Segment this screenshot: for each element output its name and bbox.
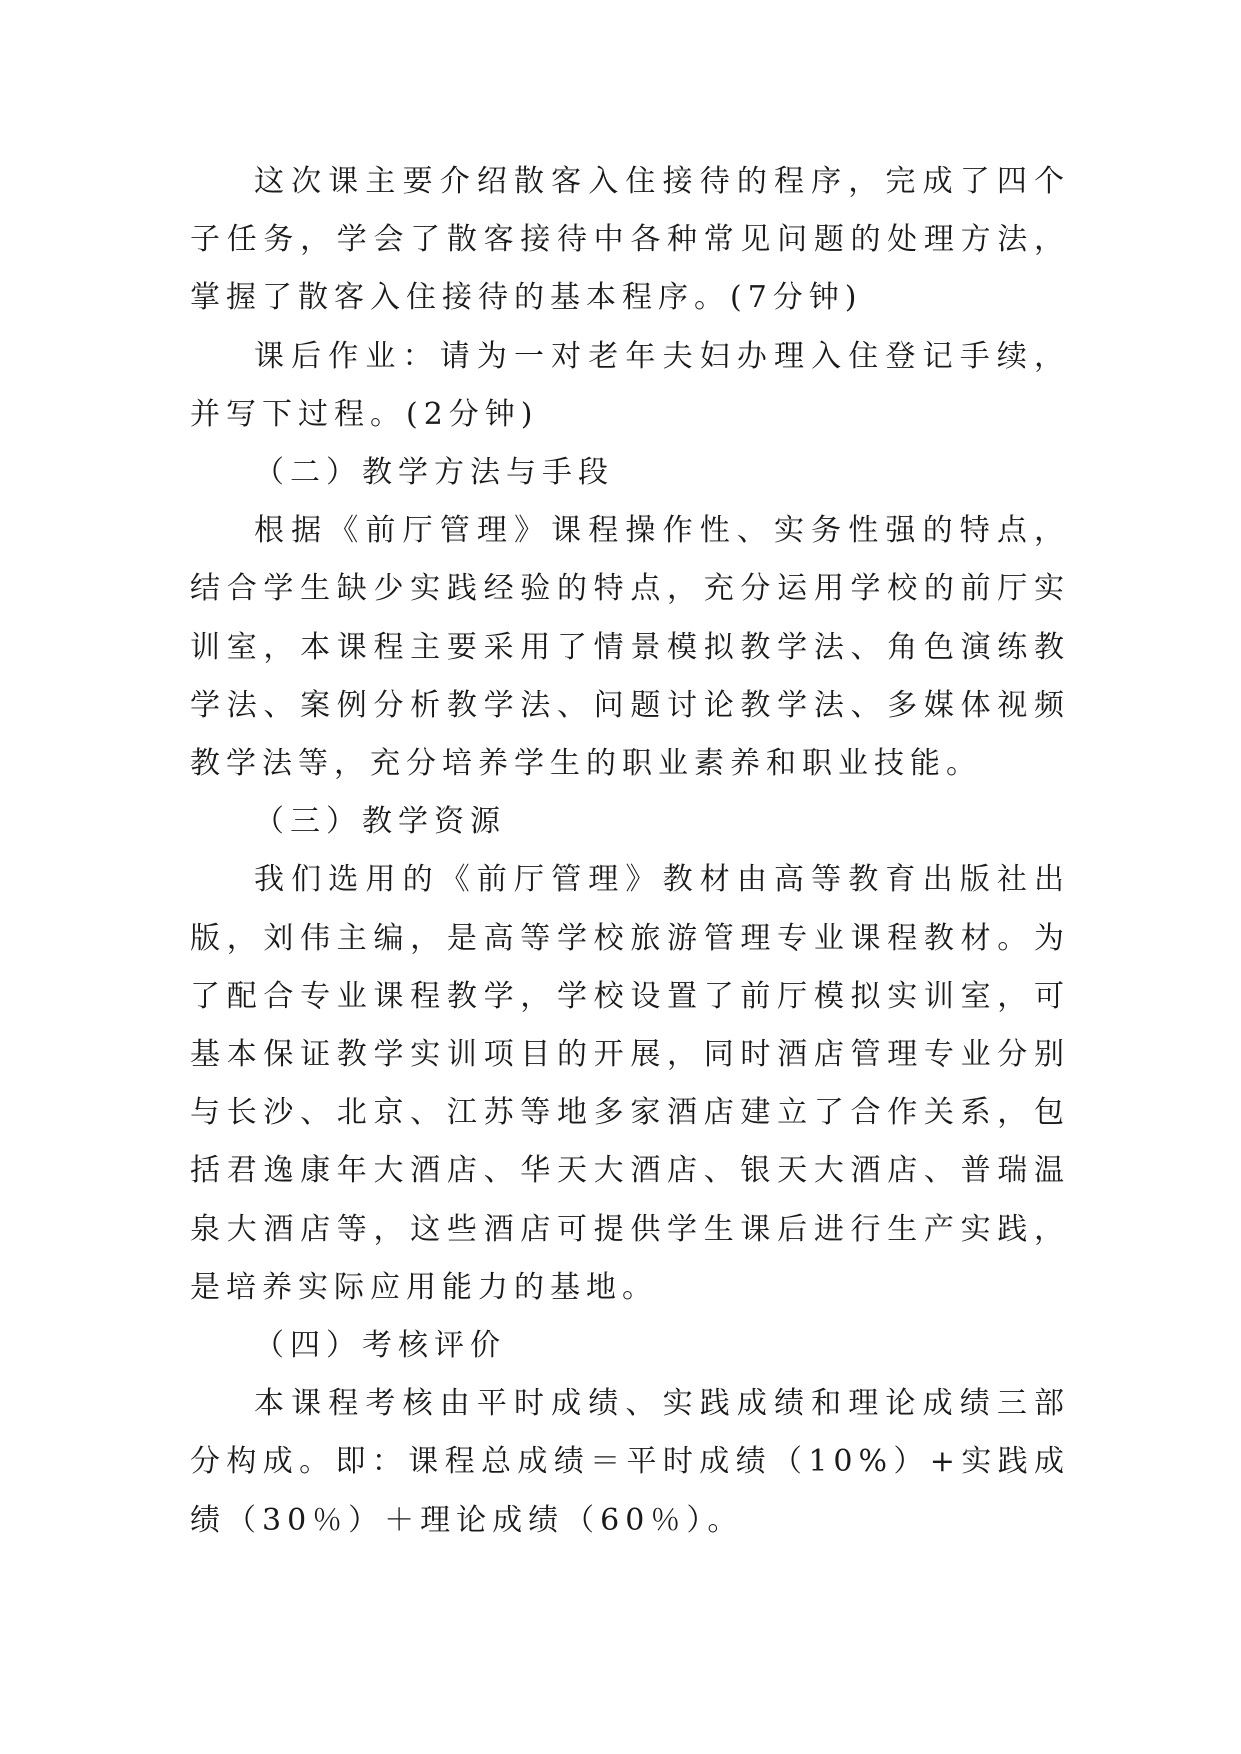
paragraph-assessment: 本课程考核由平时成绩、实践成绩和理论成绩三部分构成。即：课程总成绩＝平时成绩（10%）+实践成绩（30％）＋理论成绩（60％）。 <box>190 1386 1070 1538</box>
paragraph-lesson-summary: 这次课主要介绍散客入住接待的程序，完成了四个子任务，学会了散客接待中各种常见问题的处理方法，掌握了散客入住接待的基本程序。(7分钟) <box>190 164 1070 316</box>
paragraph-homework: 课后作业：请为一对老年夫妇办理入住登记手续，并写下过程。(2分钟) <box>190 338 1070 432</box>
heading-teaching-methods: （二）教学方法与手段 <box>254 455 614 491</box>
document-body <box>190 153 1070 1550</box>
heading-assessment: （四）考核评价 <box>254 1328 506 1364</box>
paragraph-teaching-methods: 根据《前厅管理》课程操作性、实务性强的特点，结合学生缺少实践经验的特点，充分运用学校的前厅实训室，本课程主要采用了情景模拟教学法、角色演练教学法、案例分析教学法、问题讨论教学法、多媒体视频教学法等，充分培养学生的职业素养和职业技能。 <box>190 513 1070 782</box>
heading-teaching-resources: （三）教学资源 <box>254 804 506 840</box>
paragraph-teaching-resources: 我们选用的《前厅管理》教材由高等教育出版社出版，刘伟主编，是高等学校旅游管理专业课程教材。为了配合专业课程教学，学校设置了前厅模拟实训室，可基本保证教学实训项目的开展，同时酒店管理专业分别与长沙、北京、江苏等地多家酒店建立了合作关系，包括君逸康年大酒店、华天大酒店、银天大酒店、普瑞温泉大酒店等，这些酒店可提供学生课后进行生产实践，是培养实际应用能力的基地。 <box>190 862 1070 1305</box>
